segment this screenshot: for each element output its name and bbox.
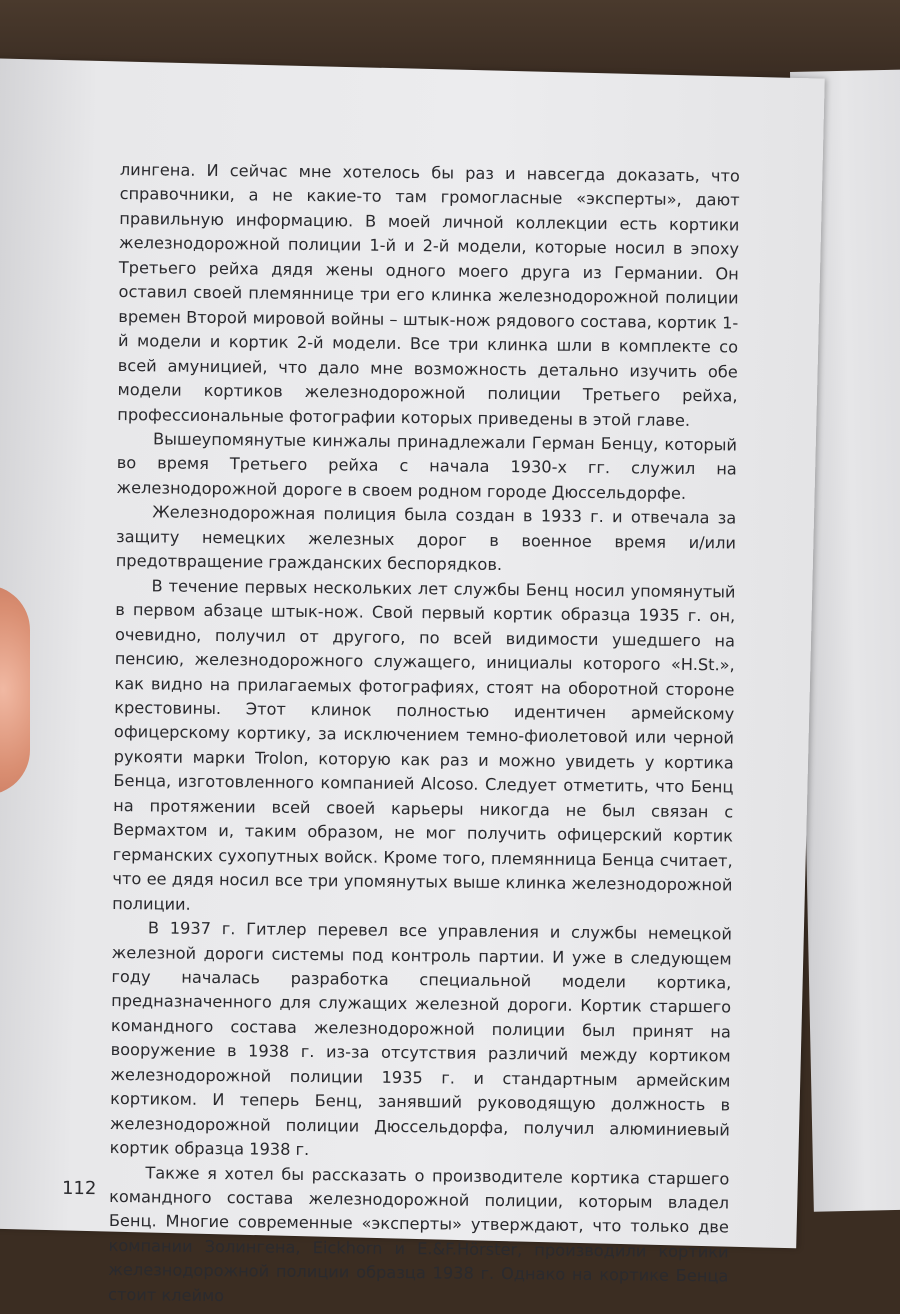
paragraph: В 1937 г. Гитлер перевел все управления и службы немецкой железной дороги системы под контроль партии. И уже в следующем году началась разработка специальной модели кортика, предназначенного для служащих железной дороги. Кортик старшего командного состава железнодорожной полиции был принят на вооружение в 1938 г. из-за отсутствия различий между кортиком железнодорожной полиции 1935 г. и стандартным армейским кортиком. И теперь Бенц, занявший руководящую должность в железнодорожной полиции Дюссельдорфа, получил алюминиевый кортик образца 1938 г. — [109, 918, 733, 1160]
paragraph: В течение первых нескольких лет службы Бенц носил упомянутый в первом абзаце штык-нож. Свой первый кортик образца 1935 г. он, очевидно, получил от другого, по всей видимости ушедшего на пенсию, железнодорожного служащего, инициалы которого «H.St.», как видно на прилагаемых фотографиях, стоят на оборотной стороне крестовины. Этот клинок полностью идентичен армейскому офицерскому кортику, за исключением темно-фиолетовой или черной рукояти марки Trolon, которую как раз и можно увидеть у кортика Бенца, изготовленного компанией Alcoso. Следует отметить, что Бенц на протяжении всей своей карьеры никогда не был связан с Вермахтом и, таким образом, не мог получить офицерский кортик германских сухопутных войск. Кроме того, племянница Бенца считает, что ее дядя носил все три упомянутых выше клинка железнодорожной полиции. — [112, 576, 736, 914]
paragraph: Также я хотел бы рассказать о производителе кортика старшего командного состава железнодорожной полиции, которым владел Бенц. Многие современные «эксперты» утверждают, что только две компании Золингена, Eickhorn и E.&F.Hörster, производили кортики железнодорожной полиции образца 1938 г. Однако на кортике Бенца стоит клеймо — [108, 1162, 730, 1305]
page-text — [108, 158, 740, 1314]
thumb — [0, 585, 30, 795]
paragraph: Железнодорожная полиция была создан в 1933 г. и отвечала за защиту немецких железных дорог в военное время и/или предотвращение гражданских беспорядков. — [115, 502, 737, 575]
paragraph: лингена. И сейчас мне хотелось бы раз и навсегда доказать, что справочники, а не какие-то там громогласные «эксперты», дают правильную информацию. В моей личной коллекции есть кортики железнодорожной полиции 1-й и 2-й модели, которые носил в эпоху Третьего рейха дядя жены одного моего друга из Германии. Он оставил своей племяннице три его клинка железнодорожной полиции времен Второй мировой войны – штык-нож рядового состава, кортик 1-й модели и кортик 2-й модели. Все три клинка шли в комплекте со всей амуницией, что дало мне возможность детально изучить обе модели кортиков железнодорожной полиции Третьего рейха, профессиональные фотографии которых приведены в этой главе. — [117, 159, 740, 430]
page-number: 112 — [61, 1177, 97, 1200]
paragraph: Вышеупомянутые кинжалы принадлежали Герман Бенцу, который во время Третьего рейха с начала 1930-х гг. служил на железнодорожной дороге в своем родном городе Дюссельдорфе. — [116, 429, 738, 503]
